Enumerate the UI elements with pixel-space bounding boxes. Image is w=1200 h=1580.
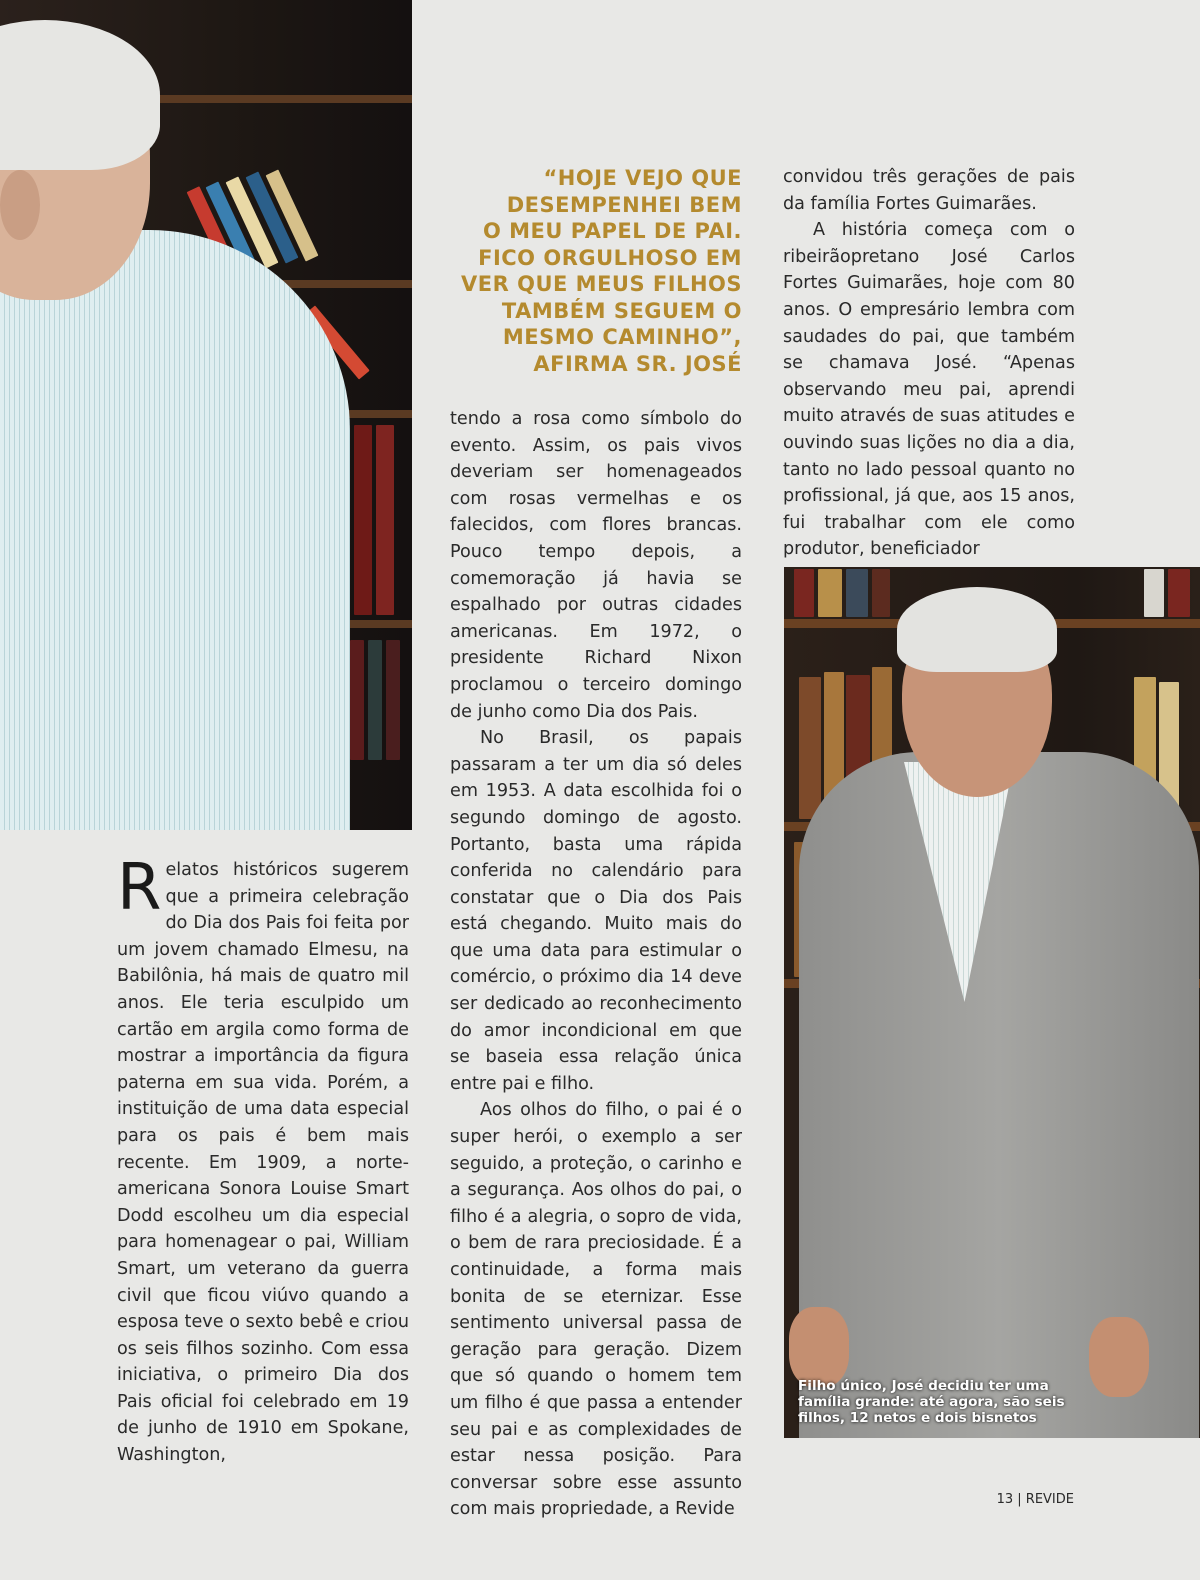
shelf bbox=[150, 95, 412, 103]
article-paragraph: Aos olhos do filho, o pai é o super herói, o exemplo a ser seguido, a proteção, o carinho e a segurança. Aos olhos do pai, o filho é a alegria, o sopro de vida, o bem de rara preciosidade. É a continuidade, a forma mais bonita de se eternizar. Esse sentimento universal passa de geração para geração. Dizem que só quando o homem tem um filho é que passa a entender seu pai e as complexidades de estar nessa posição. Para conversar sobre esse assunto com mais propriedade, a Revide bbox=[450, 1100, 742, 1520]
quote-line: FICO ORGULHOSO EM bbox=[478, 245, 742, 270]
striped-shirt bbox=[0, 230, 350, 830]
article-paragraph: tendo a rosa como símbolo do evento. Assim, os pais vivos deveriam ser homenageados com rosas vermelhas e os falecidos, com flores brancas. Pouco tempo depois, a comemoração já havia se espalhado por outras cidades americanas. Em 1972, o presidente Richard Nixon proclamou o terceiro domingo de junho como Dia dos Pais. bbox=[450, 409, 742, 722]
article-column-middle bbox=[450, 406, 742, 1523]
article-paragraph: No Brasil, os papais passaram a ter um dia só deles em 1953. A data escolhida foi o segundo domingo de agosto. Portanto, basta uma rápida conferida no calendário para constatar que o Dia dos Pais está chegando. Muito mais do que uma data para estimular o comércio, o próximo dia 14 deve ser dedicado ao reconhecimento do amor incondicional em que se baseia essa relação única entre pai e filho. bbox=[450, 728, 742, 1094]
quote-line: O MEU PAPEL DE PAI. bbox=[482, 219, 742, 243]
drop-cap: R bbox=[117, 851, 162, 925]
article-column-right bbox=[783, 164, 1075, 563]
quote-line: “HOJE VEJO QUE bbox=[543, 166, 742, 190]
man-hair bbox=[897, 587, 1057, 672]
quote-line: TAMBÉM SEGUEM O bbox=[501, 298, 742, 323]
man-hand bbox=[1089, 1317, 1149, 1397]
article-paragraph: A história começa com o ribeirãopretano José Carlos Fortes Guimarães, hoje com 80 anos. O empresário lembra com saudades do pai, que também se chamava José. “Apenas observando meu pai, aprendi muito através de suas atitudes e ouvindo suas lições no dia a dia, tanto no lado pessoal quanto no profissional, já que, aos 15 anos, fui trabalhar com ele como produtor, beneficiador bbox=[783, 220, 1075, 560]
photo-caption: Filho único, José decidiu ter uma família grande: até agora, são seis filhos, 12 netos e dois bisnetos bbox=[798, 1378, 1065, 1426]
paragraph-text: elatos históricos sugerem que a primeira celebração do Dia dos Pais foi feita por um jovem chamado Elmesu, na Babilônia, há mais de quatro mil anos. Ele teria esculpido um cartão em argila como forma de mostrar a importância da figura paterna em sua vida. Porém, a instituição de uma data especial para os pais é bem mais recente. Em 1909, a norte-americana Sonora Louise Smart Dodd escolheu um dia especial para homenagear o pai, William Smart, um veterano da guerra civil que ficou viúvo quando a esposa teve o sexto bebê e criou os seis filhos sozinho. Com essa iniciativa, o primeiro Dia dos Pais oficial foi celebrado em 19 de junho de 1910 em Spokane, Washington, bbox=[117, 860, 409, 1466]
quote-line: MESMO CAMINHO”, bbox=[502, 325, 742, 349]
man-hair bbox=[0, 20, 160, 170]
quote-line: VER QUE MEUS FILHOS bbox=[461, 272, 742, 296]
pull-quote bbox=[440, 165, 742, 377]
article-column-left bbox=[117, 851, 409, 1469]
photo-man-profile bbox=[0, 0, 412, 830]
man-ear bbox=[0, 170, 40, 240]
page-folio: 13 | REVIDE bbox=[996, 1492, 1074, 1507]
article-paragraph bbox=[117, 851, 409, 1469]
article-paragraph: convidou três gerações de pais da família Fortes Guimarães. bbox=[783, 167, 1075, 214]
photo-man-suit bbox=[784, 567, 1200, 1438]
quote-line: DESEMPENHEI BEM bbox=[506, 192, 742, 217]
man-hand bbox=[789, 1307, 849, 1387]
quote-line: AFIRMA SR. JOSÉ bbox=[533, 351, 742, 376]
